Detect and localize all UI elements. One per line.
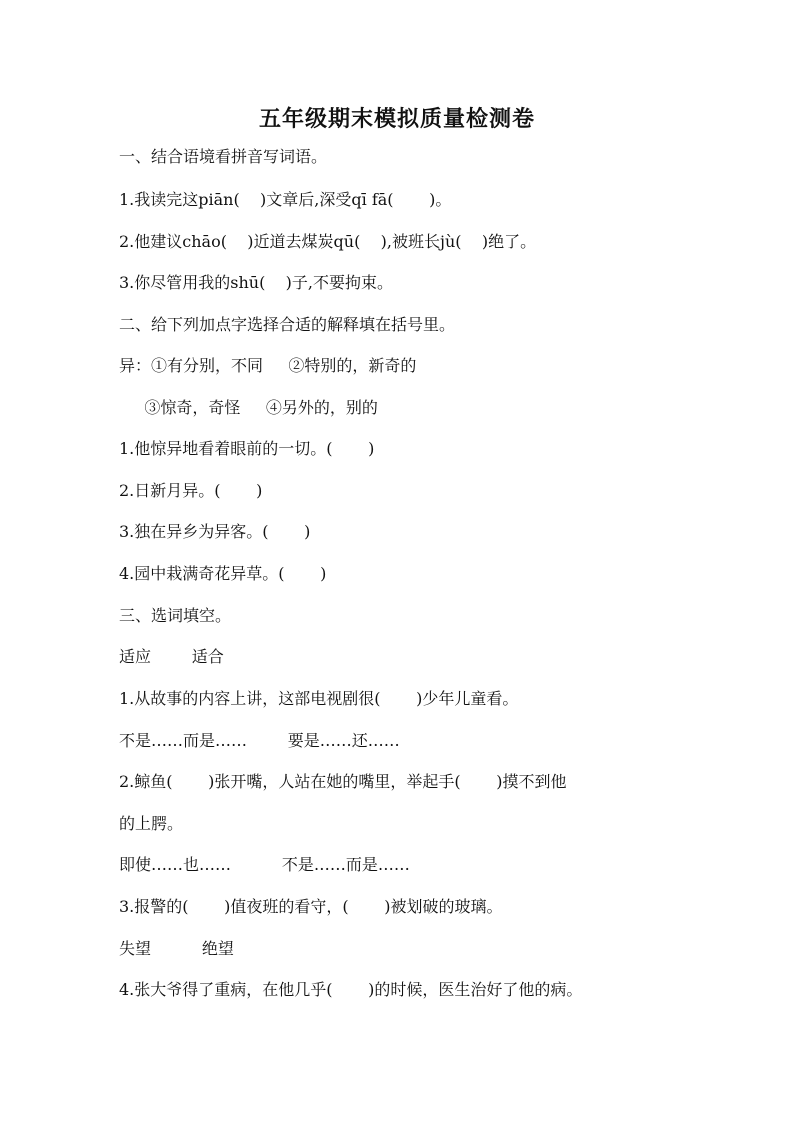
question-line: 3.独在异乡为异客。( ) — [119, 522, 311, 541]
word-choices: 适应 适合 — [119, 647, 224, 666]
question-line-continued: 的上腭。 — [119, 814, 184, 833]
question-line: 3.报警的( )值夜班的看守，( )被划破的玻璃。 — [119, 897, 503, 916]
question-line: 4.园中栽满奇花异草。( ) — [119, 564, 327, 583]
section-2-heading: 二、给下列加点字选择合适的解释填在括号里。 — [119, 315, 456, 334]
section-3-heading: 三、选词填空。 — [119, 606, 232, 625]
definition-line: 异：①有分别，不同 ②特别的，新奇的 — [119, 356, 417, 375]
section-1-heading: 一、结合语境看拼音写词语。 — [119, 147, 328, 166]
question-line: 4.张大爷得了重病，在他几乎( )的时候，医生治好了他的病。 — [119, 980, 583, 999]
question-line: 2.鲸鱼( )张开嘴，人站在她的嘴里，举起手( )摸不到他 — [119, 772, 567, 791]
word-choices: 失望 绝望 — [119, 939, 234, 958]
word-choices: 不是……而是…… 要是……还…… — [119, 731, 400, 750]
question-line: 2.日新月异。( ) — [119, 481, 263, 500]
question-line: 3.你尽管用我的shū( )子,不要拘束。 — [119, 273, 394, 292]
page-title: 五年级期末模拟质量检测卷 — [258, 106, 535, 132]
question-line: 1.我读完这piān( )文章后,深受qī fā( )。 — [119, 190, 452, 209]
question-line: 2.他建议chāo( )近道去煤炭qū( ),被班长jù( )绝了。 — [119, 232, 537, 251]
question-line: 1.他惊异地看着眼前的一切。( ) — [119, 439, 375, 458]
definition-line: ③惊奇，奇怪 ④另外的，别的 — [119, 398, 378, 417]
question-line: 1.从故事的内容上讲，这部电视剧很( )少年儿童看。 — [119, 689, 519, 708]
word-choices: 即使……也…… 不是……而是…… — [119, 855, 410, 874]
